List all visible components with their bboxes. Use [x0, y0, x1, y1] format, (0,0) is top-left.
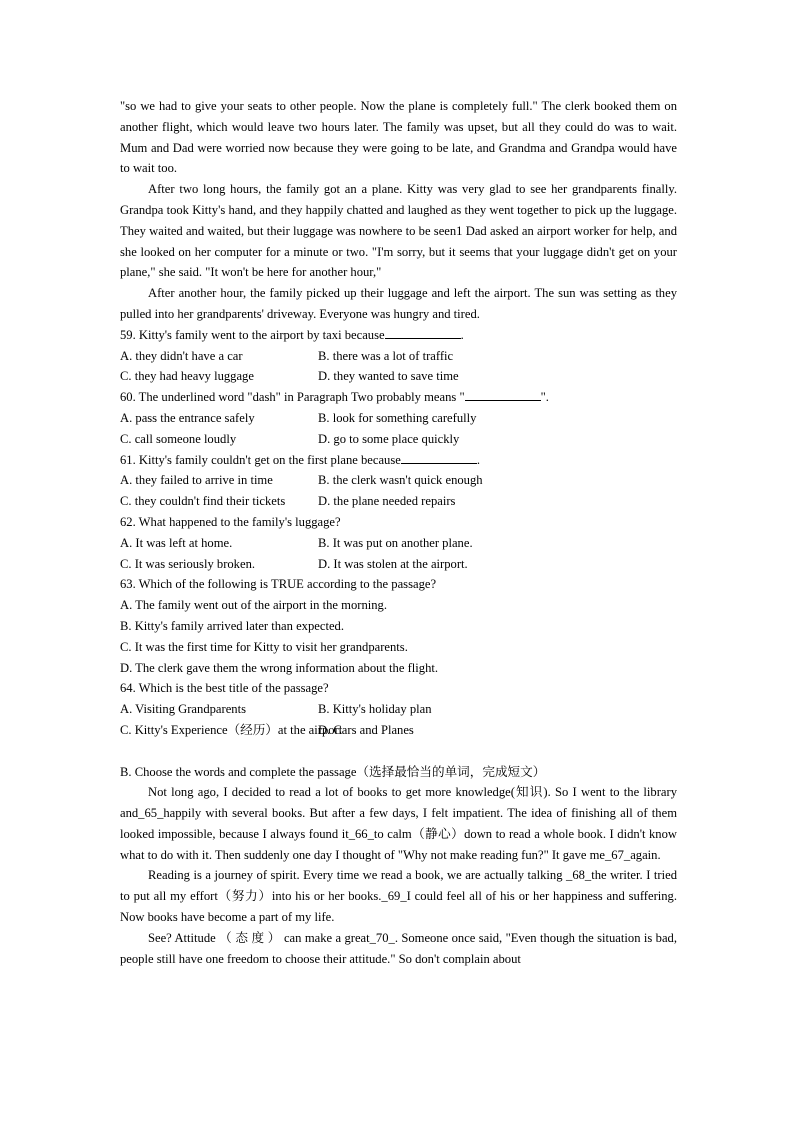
question-end-punctuation: ". [540, 390, 549, 405]
option-row [120, 346, 677, 367]
question-stem [120, 450, 677, 471]
question-end-punctuation: . [460, 327, 464, 342]
answer-option: B. look for something carefully [318, 410, 477, 425]
question-text: 61. Kitty's family couldn't get on the first plane because [120, 452, 401, 467]
answer-option: C. It was seriously broken. [120, 556, 256, 571]
option-row [120, 658, 677, 679]
answer-option: C. call someone loudly [120, 431, 237, 446]
question-list [120, 325, 677, 741]
answer-option: A. they failed to arrive in time [120, 473, 273, 488]
answer-blank [401, 451, 477, 464]
question-stem [120, 678, 677, 699]
passage-a-paragraph-3: After another hour, the family picked up their luggage and left the airport. The sun was setting as they pulled into her grandparents' driveway. Everyone was hungry and tired. [120, 286, 677, 321]
option-row [120, 470, 677, 491]
section-b-paragraph-3: See? Attitude （ 态 度 ） can make a great_70_. Someone once said, "Even though the situation is bad, people still have one freedom to choose their attitude." So don't complain about [120, 930, 677, 966]
question-stem [120, 574, 677, 595]
option-row [120, 720, 677, 741]
question-stem [120, 512, 677, 533]
answer-option: A. they didn't have a car [120, 348, 243, 363]
option-row [120, 533, 677, 554]
option-row [120, 366, 677, 387]
answer-option: D. It was stolen at the airport. [318, 556, 468, 571]
answer-option: D. go to some place quickly [318, 431, 460, 446]
section-spacer [120, 741, 677, 762]
answer-option: B. It was put on another plane. [318, 535, 473, 550]
option-row [120, 554, 677, 575]
question-text: 60. The underlined word "dash" in Paragraph Two probably means " [120, 390, 465, 405]
question-text: 62. What happened to the family's luggage? [120, 514, 341, 529]
answer-option: A. It was left at home. [120, 535, 233, 550]
option-row [120, 408, 677, 429]
answer-option: C. It was the first time for Kitty to visit her grandparents. [120, 639, 408, 654]
option-row [120, 699, 677, 720]
answer-option: B. there was a lot of traffic [318, 348, 454, 363]
question-text: 59. Kitty's family went to the airport by taxi because [120, 327, 385, 342]
answer-option: A. pass the entrance safely [120, 410, 255, 425]
option-row [120, 429, 677, 450]
answer-option: B. Kitty's family arrived later than expected. [120, 618, 344, 633]
option-row [120, 637, 677, 658]
question-stem [120, 387, 677, 408]
answer-option: D. The clerk gave them the wrong information about the flight. [120, 660, 439, 675]
answer-option: D. the plane needed repairs [318, 494, 456, 509]
option-row [120, 491, 677, 512]
passage-a-paragraph-1: "so we had to give your seats to other people. Now the plane is completely full." The clerk booked them on another flight, which would leave two hours later. The family was upset, but all they could do was to wait. Mum and Dad were worried now because they were going to be late, and Grandma and Grandpa would have to wait too. [120, 99, 677, 176]
option-row [120, 616, 677, 637]
question-text: 64. Which is the best title of the passage? [120, 681, 329, 696]
answer-blank [465, 388, 541, 401]
question-text: 63. Which of the following is TRUE according to the passage? [120, 577, 437, 592]
answer-option: C. Kitty's Experience（经历）at the airport [120, 722, 343, 737]
option-row [120, 595, 677, 616]
document-page [120, 96, 677, 969]
answer-option: A. The family went out of the airport in the morning. [120, 598, 387, 613]
section-b-heading: B. Choose the words and complete the passage（选择最恰当的单词，完成短文） [120, 764, 546, 779]
passage-a-paragraph-2: After two long hours, the family got an a plane. Kitty was very glad to see her grandparents finally. Grandpa took Kitty's hand, and they happily chatted and laughed as they went together to pick up the luggage. They waited and waited, but their luggage was nowhere to be seen1 Dad asked an airport worker for help, and she looked on her computer for a minute or two. "I'm sorry, but it seems that your luggage didn't get on your plane," she said. "It won't be here for another hour," [120, 182, 677, 280]
question-stem [120, 325, 677, 346]
question-end-punctuation: . [476, 452, 480, 467]
answer-option: D. Cars and Planes [318, 722, 414, 737]
answer-option: A. Visiting Grandparents [120, 702, 246, 717]
section-b-paragraph-2: Reading is a journey of spirit. Every time we read a book, we are actually talking _68_the writer. I tried to put all my effort（努力）into his or her books._69_I could feel all of his or her happiness and suffering. Now books have become a part of my life. [120, 868, 677, 925]
section-b-paragraph-1: Not long ago, I decided to read a lot of books to get more knowledge(知识). So I went to the library and_65_happily with several books. But after a few days, I felt impatient. The idea of finishing all of them looked impossible, because I always found it_66_to calm（静心）down to read a whole book. I didn't know what to do with it. Then suddenly one day I thought of "Why not make reading fun?" It gave me_67_again. [120, 785, 677, 862]
answer-option: D. they wanted to save time [318, 369, 459, 384]
answer-option: B. Kitty's holiday plan [318, 702, 432, 717]
answer-blank [385, 326, 461, 339]
answer-option: C. they couldn't find their tickets [120, 494, 286, 509]
answer-option: B. the clerk wasn't quick enough [318, 473, 483, 488]
answer-option: C. they had heavy luggage [120, 369, 254, 384]
